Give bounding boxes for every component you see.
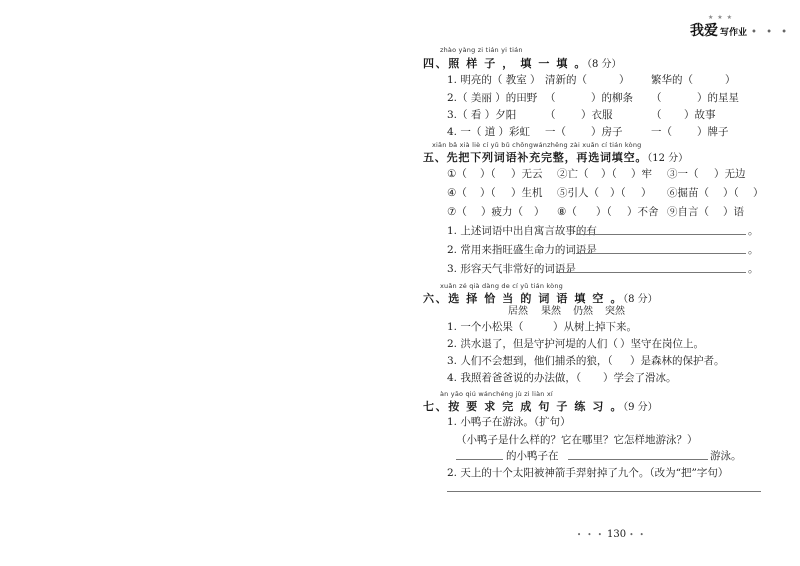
- s5-g1-4: ②亡（: [557, 168, 589, 180]
- s5-q3-answer-line[interactable]: [556, 272, 746, 273]
- section6-score: （8 分）: [623, 294, 658, 305]
- s5-g3-2: ）疲力（: [481, 206, 523, 218]
- s5-g1-5: ）（: [601, 168, 617, 180]
- s5-q2: 2. 常用来指旺盛生命力的词语是: [447, 244, 597, 256]
- s4-r4-c1: 4. 一（ 道 ）彩虹: [447, 126, 531, 138]
- s7-fill-blank-2[interactable]: [568, 459, 708, 460]
- s5-g1-8: ）无边: [714, 168, 746, 180]
- s4-r2-c1: 2.（ 美丽 ）的田野: [447, 92, 538, 104]
- section7-title: [423, 398, 658, 414]
- s4-r4-c3: ）房子: [591, 126, 623, 138]
- s4-r2-c2: （: [545, 92, 556, 104]
- section5-title: [423, 149, 688, 165]
- section6-title-text: 六、选 择 恰 当 的 词 语 填 空 。: [423, 292, 624, 305]
- section6-pinyin: xuǎn zé qià dàng de cí yǔ tián kòng: [440, 282, 563, 290]
- page-number: [577, 529, 646, 540]
- s5-g2-9: ）: [753, 187, 764, 199]
- s7-hint: （小鸭子是什么样的？它在哪里？它怎样地游泳？）: [456, 434, 698, 446]
- s5-g2-6: ）: [641, 187, 652, 199]
- s5-q3-end: 。: [748, 263, 759, 275]
- section7-title-text: 七、按 要 求 完 成 句 子 练 习 。: [423, 400, 624, 413]
- brand-subtitle: 写作业: [720, 28, 748, 38]
- section4-title-text: 四、照 样 子 ， 填 一 填 。: [423, 57, 588, 70]
- s5-g1-2: ）（: [480, 168, 496, 180]
- s4-r3-c3: ）衣服: [581, 109, 613, 121]
- s7-fill-blank-1[interactable]: [456, 459, 503, 460]
- s4-r4-c5: ）牌子: [697, 126, 729, 138]
- s6-item-4-b: ）学会了滑冰。: [603, 372, 677, 384]
- s4-r3-c2: （: [545, 109, 556, 121]
- s5-g3-7: ⑨自言（: [667, 206, 709, 218]
- s6-word-3: 仍然: [573, 306, 593, 317]
- s6-item-2-b: ）坚守在岗位上。: [620, 338, 704, 350]
- s7-fill-text-1: 的小鸭子在: [506, 450, 559, 462]
- s6-item-4-a: 4. 我照着爸爸说的办法做，（: [447, 372, 582, 384]
- s5-g3-4: ⑧（: [557, 206, 577, 218]
- s7-fill-text-2: 游泳。: [710, 450, 742, 462]
- brand-logo-text: 我爱: [690, 23, 718, 39]
- s5-g2-7: ⑥掘苗（: [667, 187, 709, 199]
- section5-score: （12 分）: [647, 153, 689, 164]
- section4-score: （8 分）: [587, 59, 622, 70]
- s6-item-3-a: 3. 人们不会想到，他们捕杀的狼，（: [447, 355, 613, 367]
- s6-word-1: 居然: [508, 306, 528, 317]
- s5-g3-8: ）语: [723, 206, 744, 218]
- s4-r2-c4: （: [651, 92, 662, 104]
- s6-item-1-b: ）从树上掉下来。: [553, 321, 637, 333]
- s5-g2-2: ）（: [480, 187, 496, 199]
- s4-r3-c5: ）故事: [684, 109, 716, 121]
- s5-q2-end: 。: [748, 244, 759, 256]
- s7-question-1: 1. 小鸭子在游泳。（扩句）: [447, 416, 571, 428]
- s6-item-3-b: ）是森林的保护者。: [630, 355, 725, 367]
- s5-q1-answer-line[interactable]: [576, 234, 746, 235]
- s5-g3-3: ）: [534, 206, 545, 218]
- s5-g2-3: ）生机: [511, 187, 543, 199]
- s4-r3-c4: （: [651, 109, 662, 121]
- s7-q2-answer-line[interactable]: [447, 491, 761, 492]
- page-dots-right-icon: • •: [629, 531, 646, 539]
- s5-g2-8: ）（: [723, 187, 739, 199]
- s4-r1-c5: ）: [725, 74, 736, 86]
- s4-r4-c2: 一（: [545, 126, 566, 138]
- s4-r1-c3: ）: [619, 74, 630, 86]
- section7-score: （9 分）: [623, 402, 658, 413]
- s6-word-4: 突然: [605, 306, 625, 317]
- section7-pinyin: àn yāo qiú wánchéng jù zi liàn xí: [440, 390, 553, 398]
- s5-q3: 3. 形容天气非常好的词语是: [447, 263, 576, 275]
- s6-item-1-a: 1. 一个小松果（: [447, 321, 524, 333]
- s5-g1-6: ）牢: [631, 168, 652, 180]
- s4-r3-c1: 3.（ 看 ）夕阳: [447, 109, 517, 121]
- section5-title-text: 五、先把下列词语补充完整，再选词填空。: [423, 151, 648, 164]
- s5-g3-1: ⑦（: [447, 206, 467, 218]
- star-decoration-icon: ★ ★ ★: [708, 14, 733, 21]
- s6-item-2-a: 2. 洪水退了，但是守护河堤的人们（: [447, 338, 618, 350]
- s5-g2-1: ④（: [447, 187, 467, 199]
- section5-pinyin: xiān bǎ xià liè cí yǔ bǔ chōngwánzhěng zài xuǎn cí tián kòng: [432, 141, 642, 149]
- s5-q1-end: 。: [748, 225, 759, 237]
- s5-g1-3: ）无云: [511, 168, 543, 180]
- brand-dots-icon: • • •: [751, 27, 791, 38]
- s7-question-2: 2. 天上的十个太阳被神箭手羿射掉了九个。（改为“把”字句）: [447, 467, 729, 479]
- s4-r4-c4: 一（: [651, 126, 672, 138]
- s4-r1-c4: 繁华的（: [651, 74, 693, 86]
- s5-g2-5: ）（: [610, 187, 626, 199]
- s4-r1-c1: 1. 明亮的（ 教室 ）: [447, 74, 541, 86]
- s6-word-2: 果然: [541, 306, 561, 317]
- s4-r2-c5: ）的星星: [697, 92, 739, 104]
- s5-g3-5: ）（: [596, 206, 612, 218]
- brand-header: [690, 14, 791, 40]
- page-dots-left-icon: • • •: [577, 531, 604, 539]
- s5-g2-4: ⑤引人（: [557, 187, 599, 199]
- page-number-text: 130: [607, 529, 627, 540]
- s5-q1: 1. 上述词语中出自寓言故事的有: [447, 225, 597, 237]
- s5-g1-1: ①（: [447, 168, 467, 180]
- s4-r1-c2: 清新的（: [545, 74, 587, 86]
- s5-q2-answer-line[interactable]: [576, 253, 746, 254]
- s4-r2-c3: ）的柳条: [591, 92, 633, 104]
- section4-title: [423, 55, 622, 71]
- s5-g3-6: ）不舍: [627, 206, 659, 218]
- section4-pinyin: zhào yàng zi tián yi tián: [440, 46, 523, 54]
- s5-g1-7: ③一（: [667, 168, 699, 180]
